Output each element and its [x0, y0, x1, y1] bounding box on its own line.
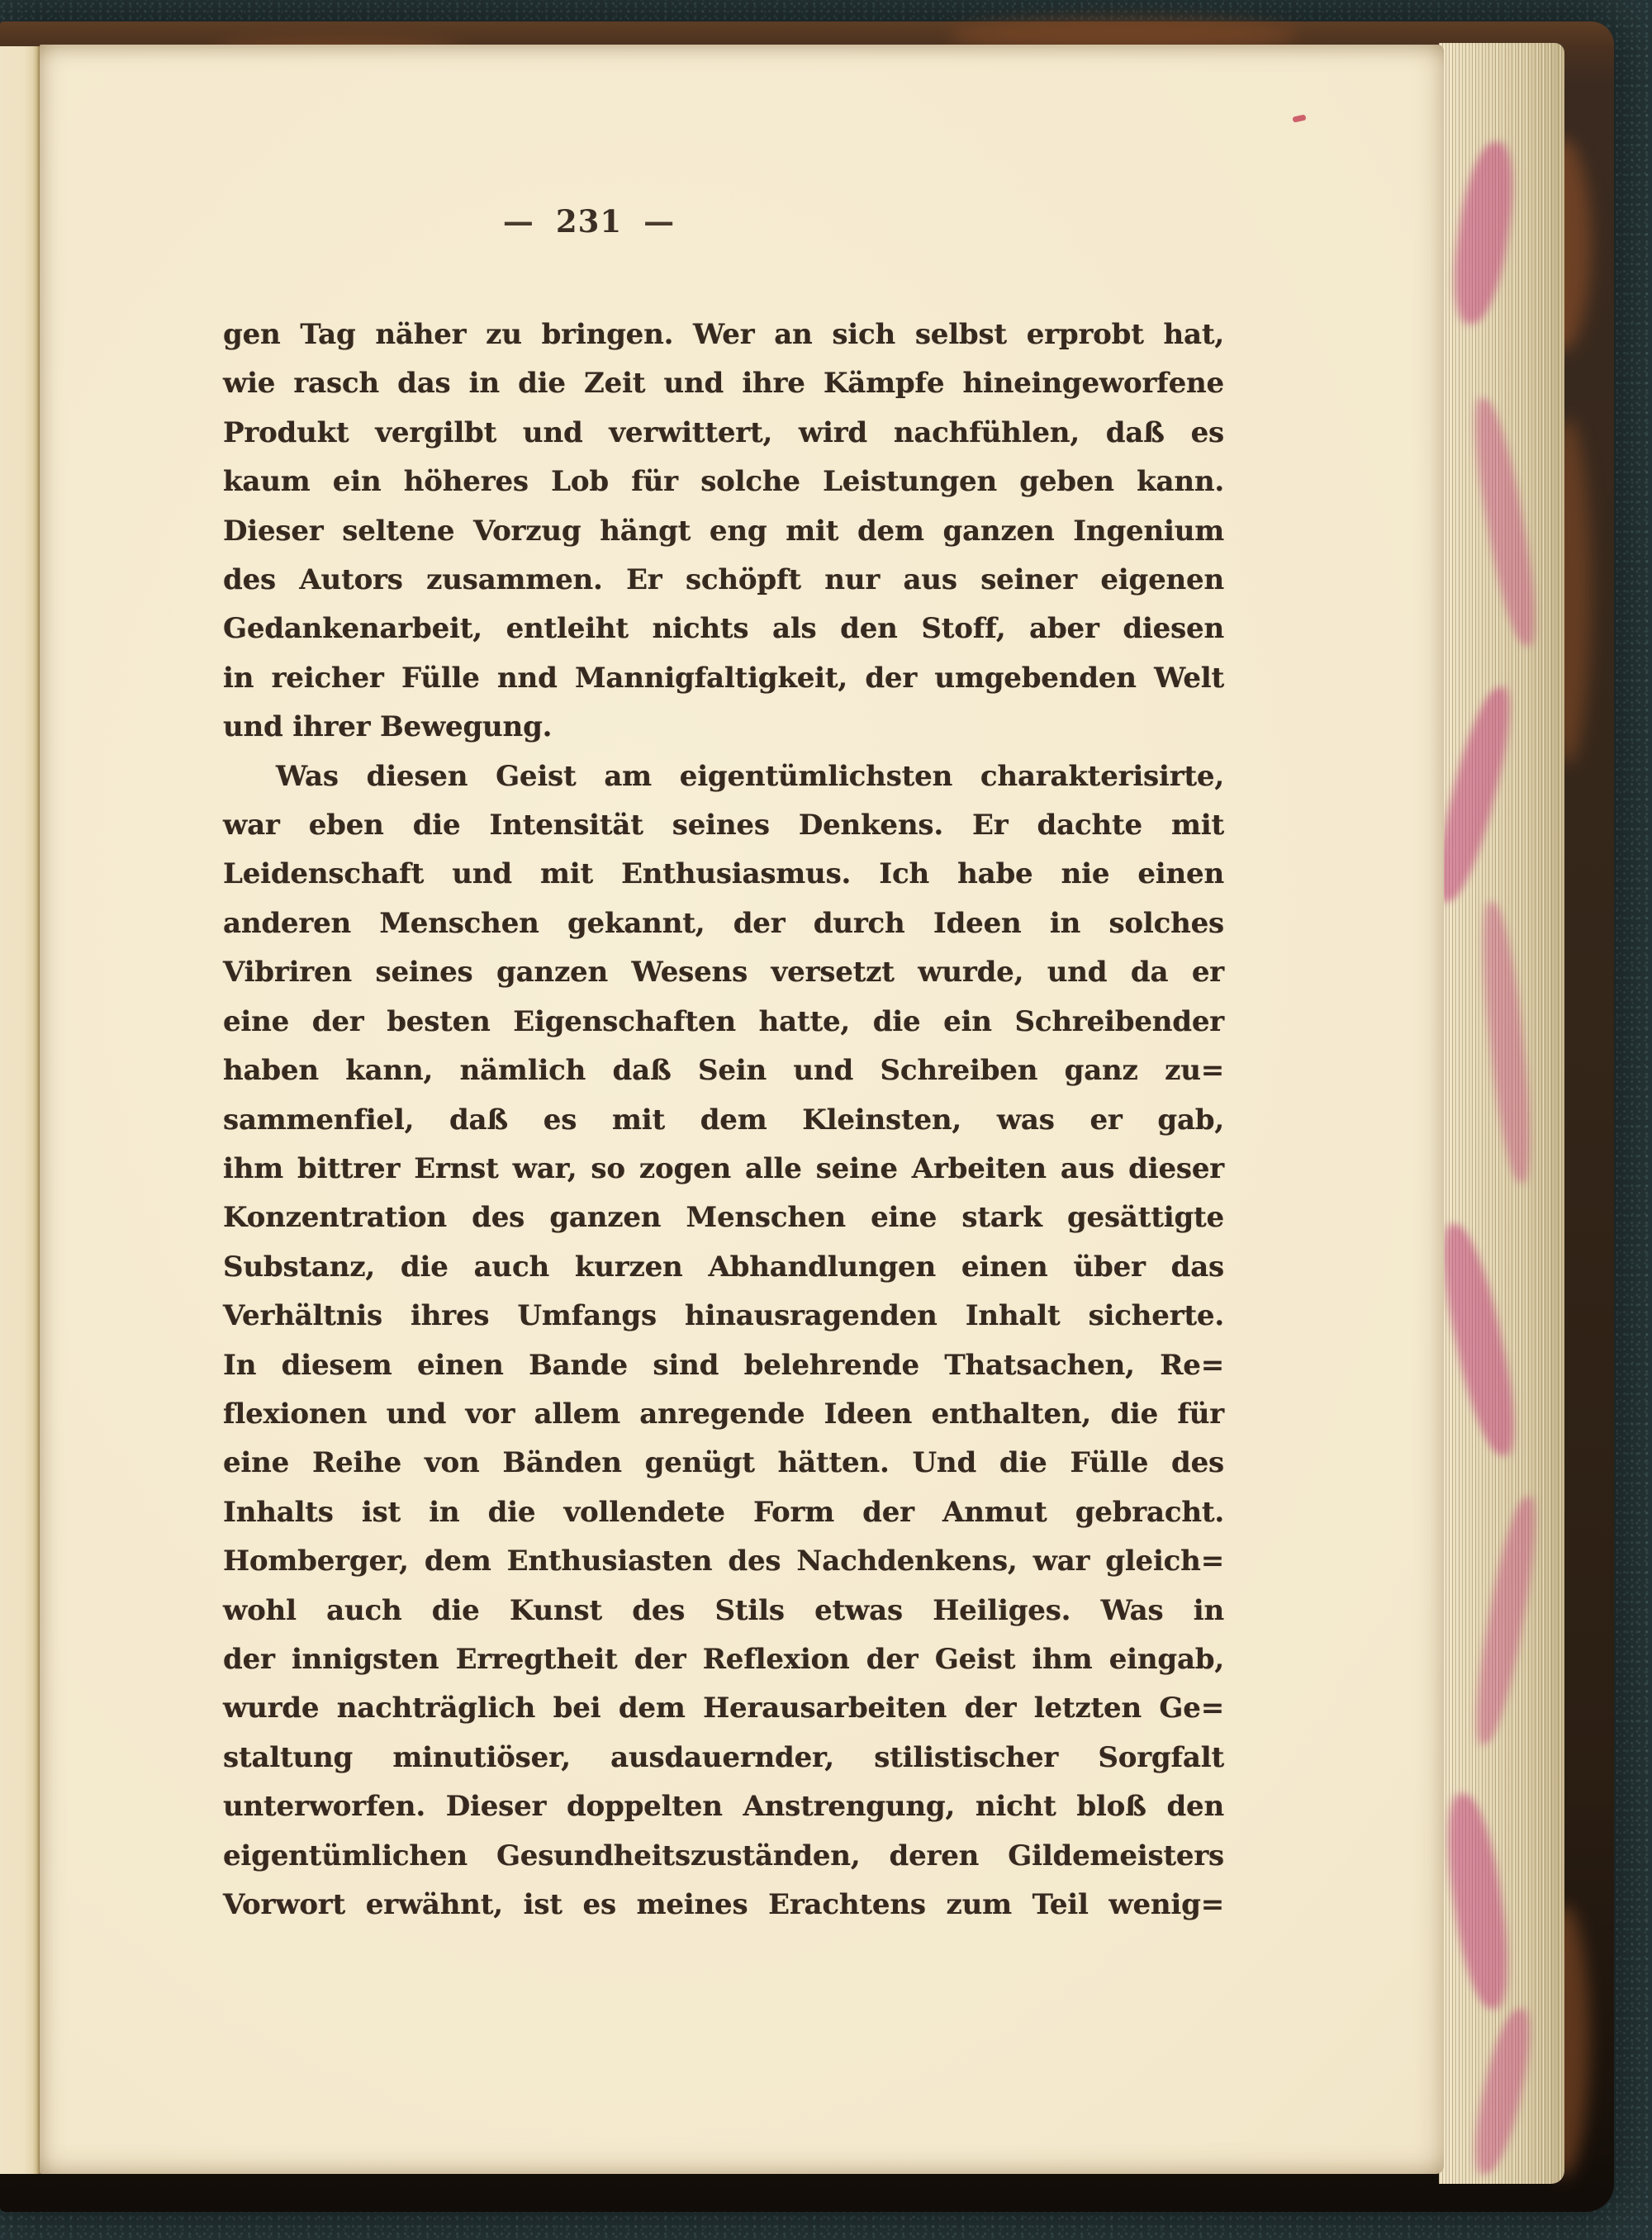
text-line: Leidenschaft und mit Enthusiasmus. Ich habe nie einen: [223, 857, 1224, 891]
text-line: Inhalts ist in die vollendete Form der Anmut gebracht.: [223, 1495, 1224, 1529]
text-line: sammenfiel, daß es mit dem Kleinsten, was er gab,: [223, 1103, 1224, 1137]
header-dash-right: —: [643, 203, 676, 240]
text-line: wohl auch die Kunst des Stils etwas Heiliges. Was in: [223, 1593, 1224, 1627]
text-line: Produkt vergilbt und verwittert, wird nachfühlen, daß es: [223, 415, 1224, 449]
text-line: eigentümlichen Gesundheitszuständen, deren Gildemeisters: [223, 1839, 1224, 1872]
text-line: in reicher Fülle nnd Mannigfaltigkeit, der umgebenden Welt: [223, 661, 1224, 695]
text-block: [223, 311, 1224, 1929]
text-line: flexionen und vor allem anregende Ideen enthalten, die für: [223, 1397, 1224, 1431]
text-line: Vibriren seines ganzen Wesens versetzt wurde, und da er: [223, 956, 1224, 989]
text-line: Substanz, die auch kurzen Abhandlungen einen über das: [223, 1250, 1224, 1284]
red-ink-mark: [1292, 114, 1306, 122]
text-line: gen Tag näher zu bringen. Wer an sich selbst erprobt hat,: [223, 318, 1224, 351]
page-header: [88, 203, 1089, 240]
text-line: Gedankenarbeit, entleiht nichts als den Stoff, aber diesen: [223, 612, 1224, 646]
text-line: wie rasch das in die Zeit und ihre Kämpfe hineingeworfene: [223, 367, 1224, 401]
text-line: eine der besten Eigenschaften hatte, die ein Schreibender: [223, 1004, 1224, 1038]
text-line: und ihrer Bewegung.: [223, 710, 553, 744]
text-line: unterworfen. Dieser doppelten Anstrengung, nicht bloß den: [223, 1790, 1224, 1824]
text-line: eine Reihe von Bänden genügt hätten. Und die Fülle des: [223, 1446, 1224, 1480]
book-page: [40, 45, 1444, 2174]
previous-page-sliver: [0, 46, 40, 2174]
text-line: war eben die Intensität seines Denkens. Er dachte mit: [223, 809, 1224, 842]
text-line: Homberger, dem Enthusiasten des Nachdenkens, war gleich=: [223, 1545, 1224, 1578]
text-line: Vorwort erwähnt, ist es meines Erachtens zum Teil wenig=: [223, 1888, 1224, 1921]
header-dash-left: —: [502, 203, 534, 240]
text-line: wurde nachträglich bei dem Herausarbeiten der letzten Ge=: [223, 1692, 1224, 1725]
text-line: Konzentration des ganzen Menschen eine stark gesättigte: [223, 1201, 1224, 1235]
text-line: ihm bittrer Ernst war, so zogen alle seine Arbeiten aus dieser: [223, 1151, 1224, 1185]
page-fore-edge: [1439, 43, 1564, 2184]
text-line: kaum ein höheres Lob für solche Leistungen geben kann.: [223, 465, 1224, 499]
text-line: Was diesen Geist am eigentümlichsten charakterisirte,: [276, 759, 1224, 793]
text-line: staltung minutiöser, ausdauernder, stilistischer Sorgfalt: [223, 1740, 1224, 1774]
text-line: der innigsten Erregtheit der Reflexion der Geist ihm eingab,: [223, 1642, 1224, 1676]
text-line: In diesem einen Bande sind belehrende Thatsachen, Re=: [223, 1348, 1224, 1382]
text-line: des Autors zusammen. Er schöpft nur aus seiner eigenen: [223, 563, 1224, 597]
text-line: anderen Menschen gekannt, der durch Ideen in solches: [223, 906, 1224, 940]
text-line: Verhältnis ihres Umfangs hinausragenden Inhalt sicherte.: [223, 1299, 1224, 1333]
page-number: 231: [555, 203, 623, 240]
text-line: haben kann, nämlich daß Sein und Schreiben ganz zu=: [223, 1054, 1224, 1088]
text-line: Dieser seltene Vorzug hängt eng mit dem ganzen Ingenium: [223, 514, 1224, 548]
